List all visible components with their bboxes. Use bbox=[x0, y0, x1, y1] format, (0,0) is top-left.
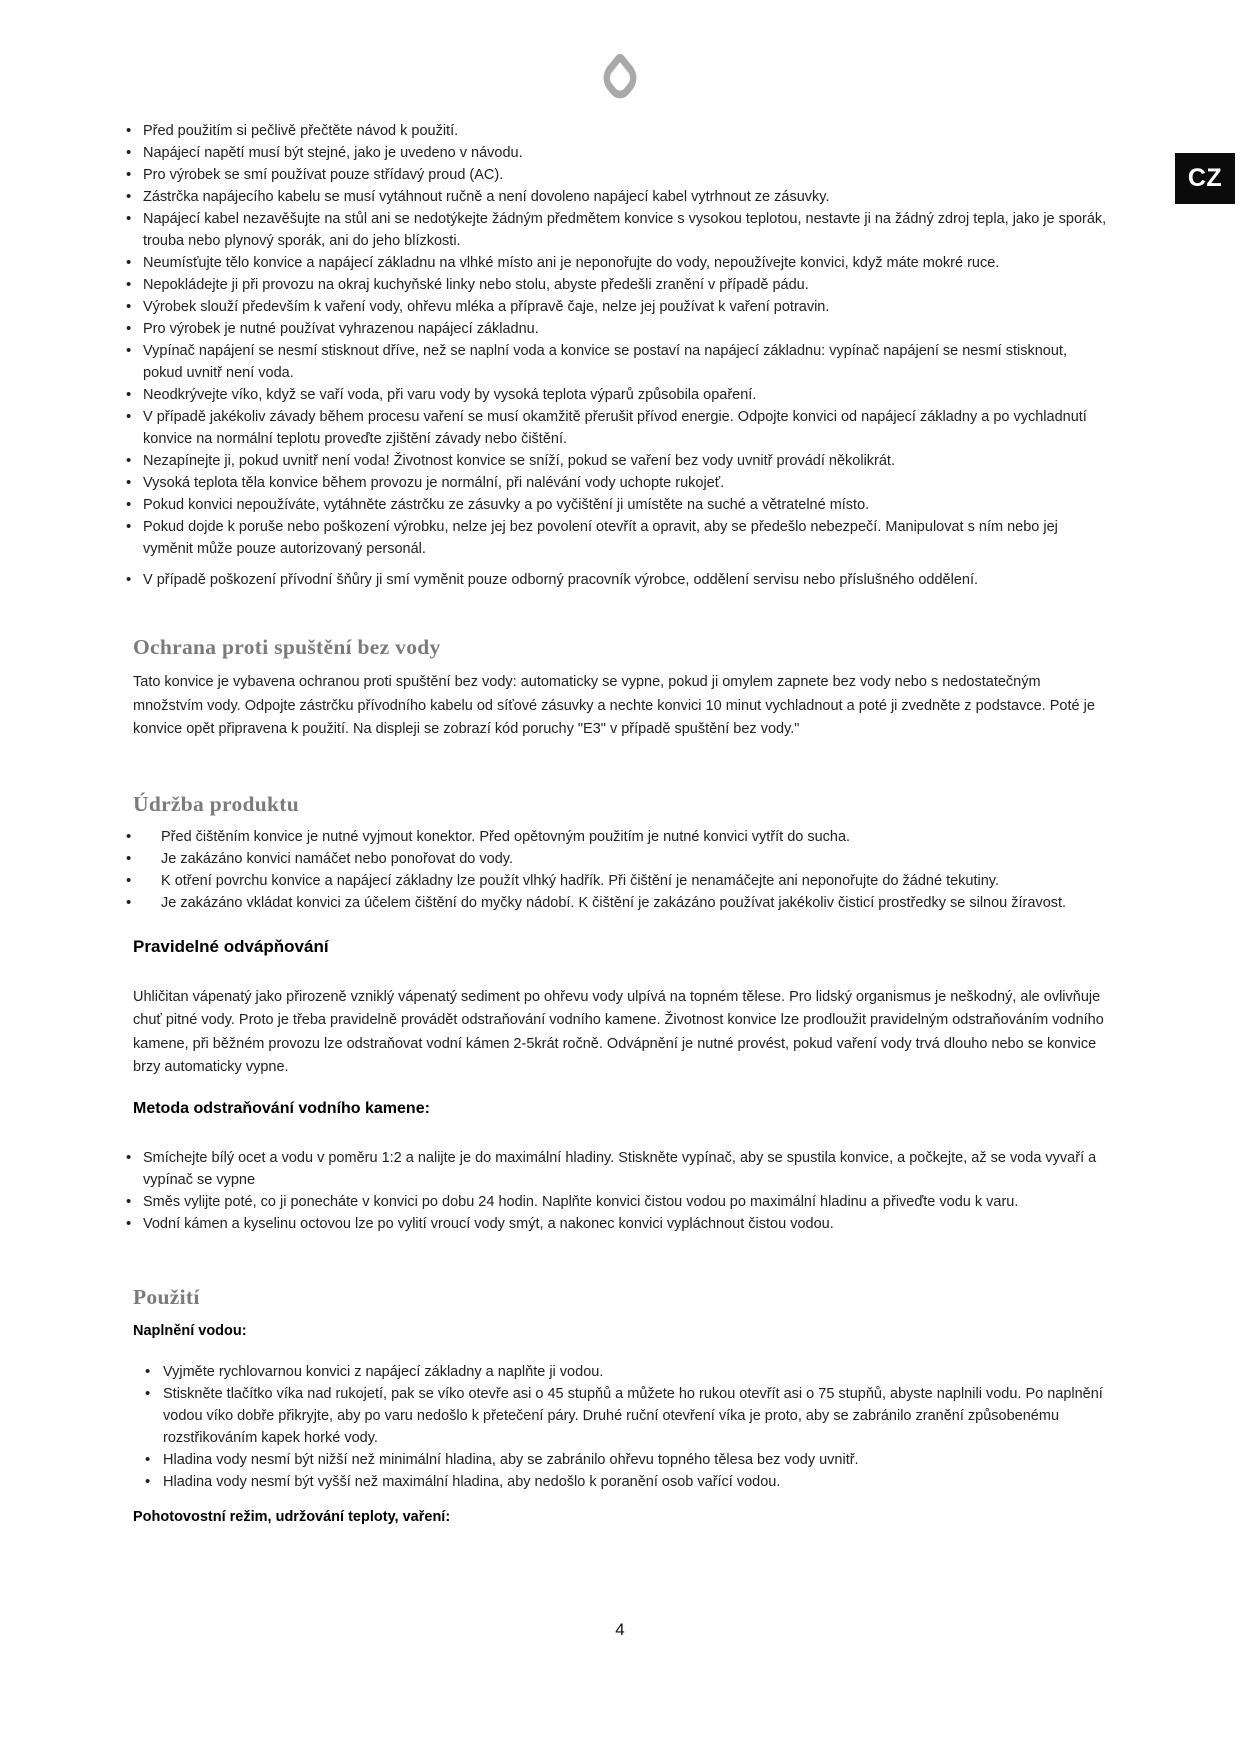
language-badge bbox=[1175, 153, 1235, 204]
list-item: • Je zakázáno konvici namáčet nebo ponořovat do vody. bbox=[126, 848, 1108, 870]
section-title-descaling: Pravidelné odvápňování bbox=[133, 936, 329, 956]
list-item: • Napájecí napětí musí být stejné, jako je uvedeno v návodu. bbox=[126, 142, 1108, 164]
list-item: • Výrobek slouží především k vaření vody, ohřevu mléka a přípravě čaje, nelze jej používat k vaření potravin. bbox=[126, 296, 1108, 318]
page-content bbox=[133, 0, 1108, 1527]
list-item: • Hladina vody nesmí být vyšší než maximální hladina, aby nedošlo k poranění osob vařící vodou. bbox=[145, 1471, 1108, 1493]
list-item: • Smíchejte bílý ocet a vodu v poměru 1:2 a nalijte je do maximální hladiny. Stiskněte vypínač, aby se spustila konvice, a počkejte, až se voda vyvaří a vypínač se vypne bbox=[126, 1147, 1108, 1191]
section-title-dry-boil-protection: Ochrana proti spuštění bez vody bbox=[133, 635, 441, 659]
list-item: • Neodkrývejte víko, když se vaří voda, při varu vody by vysoká teplota výparů způsobila opaření. bbox=[126, 384, 1108, 406]
list-item: • Nezapínejte ji, pokud uvnitř není voda! Životnost konvice se sníží, pokud se vaření bez vody uvnitř provádí několikrát. bbox=[126, 450, 1108, 472]
section-title-maintenance: Údržba produktu bbox=[133, 791, 300, 816]
list-item: • Nepokládejte ji při provozu na okraj kuchyňské linky nebo stolu, abyste předešli zranění v případě pádu. bbox=[126, 274, 1108, 296]
page-number: 4 bbox=[615, 1620, 625, 1639]
list-item: • Před čištěním konvice je nutné vyjmout konektor. Před opětovným použitím je nutné konvici vytřít do sucha. bbox=[126, 826, 1108, 848]
list-item: • Před použitím si pečlivě přečtěte návod k použití. bbox=[126, 120, 1108, 142]
list-item: • Je zakázáno vkládat konvici za účelem čištění do myčky nádobí. K čištění je zakázáno používat jakékoliv čisticí prostředky se silnou žíravost. bbox=[126, 892, 1108, 914]
safety-instructions-list bbox=[126, 120, 1108, 591]
subsection-title-standby-keep-warm-boiling: Pohotovostní režim, udržování teploty, vaření: bbox=[133, 1508, 451, 1525]
language-badge-label: CZ bbox=[1187, 164, 1223, 192]
list-item: • Napájecí kabel nezavěšujte na stůl ani se nedotýkejte žádným předmětem konvice s vysokou teplotou, nestavte ji na žádný zdroj tepla, jako je sporák, trouba nebo plynový sporák, ani do jeho blízkosti. bbox=[126, 208, 1108, 252]
list-item: • Vyjměte rychlovarnou konvici z napájecí základny a naplňte ji vodou. bbox=[145, 1361, 1108, 1383]
list-item: • Vodní kámen a kyselinu octovou lze po vylití vroucí vody smýt, a nakonec konvici vypláchnout čistou vodou. bbox=[126, 1213, 1108, 1235]
list-item: • Pro výrobek se smí používat pouze střídavý proud (AC). bbox=[126, 164, 1108, 186]
subsection-title-filling-with-water: Naplnění vodou: bbox=[133, 1322, 247, 1339]
list-item: • Směs vylijte poté, co ji ponecháte v konvici po dobu 24 hodin. Naplňte konvici čistou vodou po maximální hladinu a přiveďte vodu k varu. bbox=[126, 1191, 1108, 1213]
section-title-usage: Použití bbox=[133, 1284, 200, 1309]
list-item: • Vypínač napájení se nesmí stisknout dříve, než se naplní voda a konvice se postaví na napájecí základnu: vypínač napájení se nesmí stisknout, pokud uvnitř není voda. bbox=[126, 340, 1108, 384]
list-item: • Zástrčka napájecího kabelu se musí vytáhnout ručně a není dovoleno napájecí kabel vytrhnout ze zásuvky. bbox=[126, 186, 1108, 208]
section-title-descaling-method: Metoda odstraňování vodního kamene: bbox=[133, 1099, 430, 1117]
list-item: • K otření povrchu konvice a napájecí základny lze použít vlhký hadřík. Při čištění je nenamáčejte ani neponořujte do žádné tekutiny. bbox=[126, 870, 1108, 892]
usage-list bbox=[145, 1361, 1108, 1493]
dry-boil-protection-paragraph: Tato konvice je vybavena ochranou proti spuštění bez vody: automaticky se vypne, pokud ji omylem zapnete bez vody nebo s nedostatečným množstvím vody. Odpojte zástrčku přívodního kabelu od síťové zásuvky a nechte konvici 10 minut vychladnout a poté ji zvedněte z podstavce. Poté je konvice opět připravena k použití. Na displeji se zobrazí kód poruchy "E3" v případě spuštění bez vody." bbox=[133, 674, 1095, 737]
list-item: • Stiskněte tlačítko víka nad rukojetí, pak se víko otevře asi o 45 stupňů a můžete ho rukou otevřít asi o 75 stupňů, abyste naplnili vodu. Po naplnění vodou víko dobře přikryjte, aby po varu nedošlo k přetečení páry. Druhé ruční otevření víka je proto, aby se zabránilo zranění způsobenému rozstřikováním kapek horké vody. bbox=[145, 1383, 1108, 1449]
descaling-paragraph: Uhličitan vápenatý jako přirozeně vzniklý vápenatý sediment po ohřevu vody ulpívá na topném tělese. Pro lidský organismus je neškodný, ale ovlivňuje chuť pitné vody. Proto je třeba pravidelně provádět odstraňování vodního kamene. Životnost konvice lze prodloužit pravidelným odstraňováním vodního kamene, při běžném provozu lze odstraňovat vodní kámen 2-5krát ročně. Odvápnění je nutné provést, pokud vaření vody trvá dlouho nebo se konvice brzy automaticky vypne. bbox=[133, 988, 1104, 1075]
list-item: • Pokud dojde k poruše nebo poškození výrobku, nelze jej bez povolení otevřít a opravit, aby se předešlo nebezpečí. Manipulovat s ním nebo jej vyměnit může pouze autorizovaný personál. bbox=[126, 516, 1108, 560]
list-item: • Pro výrobek je nutné používat vyhrazenou napájecí základnu. bbox=[126, 318, 1108, 340]
list-item: • Neumísťujte tělo konvice a napájecí základnu na vlhké místo ani je neponořujte do vody, nepoužívejte konvici, když máte mokré ruce. bbox=[126, 252, 1108, 274]
descaling-method-list bbox=[126, 1147, 1108, 1235]
list-item: • Vysoká teplota těla konvice během provozu je normální, při nalévání vody uchopte rukojeť. bbox=[126, 472, 1108, 494]
list-item: • Pokud konvici nepoužíváte, vytáhněte zástrčku ze zásuvky a po vyčištění ji umístěte na suché a větratelné místo. bbox=[126, 494, 1108, 516]
list-item: • V případě jakékoliv závady během procesu vaření se musí okamžitě přerušit přívod energie. Odpojte konvici od napájecí základny a po vychladnutí konvice na normální teplotu proveďte zjištění závady nebo čištění. bbox=[126, 406, 1108, 450]
maintenance-list bbox=[126, 826, 1108, 914]
list-item: • V případě poškození přívodní šňůry ji smí vyměnit pouze odborný pracovník výrobce, oddělení servisu nebo příslušného oddělení. bbox=[126, 569, 1108, 591]
list-item: • Hladina vody nesmí být nižší než minimální hladina, aby se zabránilo ohřevu topného tělesa bez vody uvnitř. bbox=[145, 1449, 1108, 1471]
